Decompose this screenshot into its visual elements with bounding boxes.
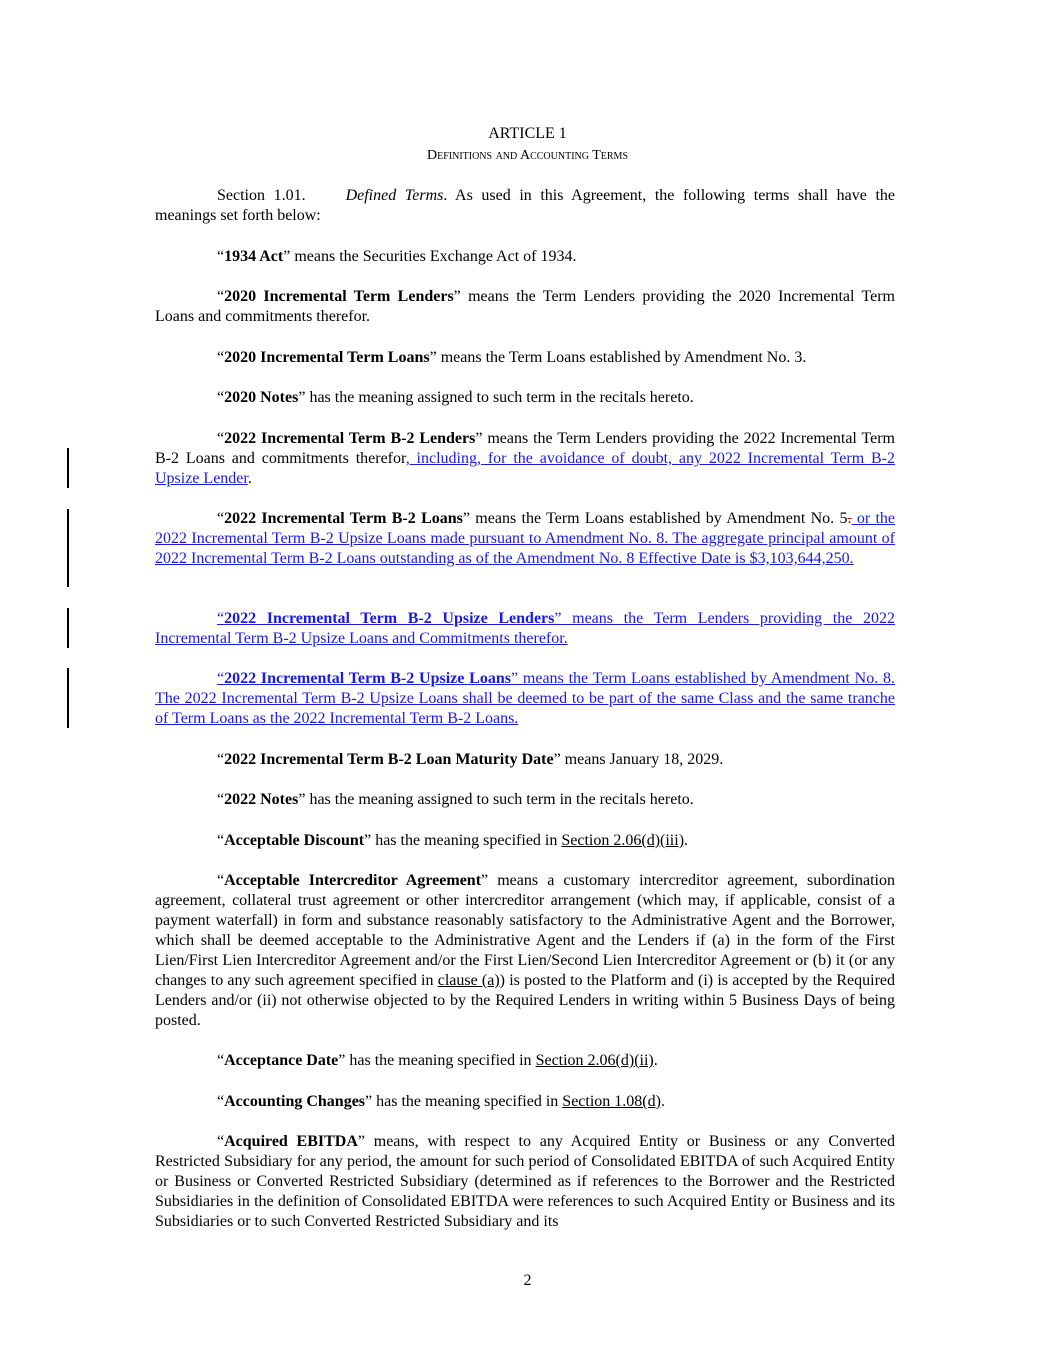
defined-term: Accounting Changes — [224, 1093, 366, 1110]
defined-term: 2022 Incremental Term B-2 Upsize Lenders — [224, 610, 555, 627]
definition-acceptable-intercreditor-agreement: “Acceptable Intercreditor Agreement” means a customary intercreditor agreement, subordination agreement, collateral trust agreement or other intercreditor arrangement (which may, if applicable, consist of a payment waterfall) in form and substance reasonably satisfactory to the Administrative Agent and the Borrower, which shall be deemed acceptable to the Administrative Agent and the Lenders if (a) in the form of the First Lien/First Lien Intercreditor Agreement and/or the First Lien/Second Lien Intercreditor Agreement or (b) it (or any changes to any such agreement specified in clause (a)) is posted to the Platform and (i) is accepted by the Required Lenders and/or (ii) not otherwise objected to by the Required Lenders in writing within 5 Business Days of being posted. — [155, 872, 896, 1029]
defined-term: Acceptable Intercreditor Agreement — [224, 872, 482, 889]
defined-term: 2022 Incremental Term B-2 Lenders — [224, 430, 476, 447]
definition-text: has the meaning specified in — [372, 1093, 563, 1110]
page-number: 2 — [523, 1272, 532, 1289]
defined-term: Acceptable Discount — [224, 832, 365, 849]
change-bar — [67, 448, 69, 488]
inserted-text: , including, for the avoidance of doubt, any 2022 Incremental Term B-2 Upsize Lender — [155, 450, 895, 487]
defined-term: Acceptance Date — [224, 1052, 339, 1069]
section-reference: Section 2.06(d)(ii) — [535, 1052, 654, 1069]
change-bar — [67, 509, 69, 587]
section-reference: Section 2.06(d)(iii) — [561, 832, 685, 849]
definition-1934-act: “1934 Act” means the Securities Exchange Act of 1934. — [217, 248, 577, 265]
section-intro — [155, 186, 895, 226]
definition-text: means the Term Lenders providing the 2022 Incremental Term B-2 Loans and commitments therefor — [155, 430, 896, 467]
definition-text: means the Term Loans established by Amendment No. 3. — [436, 349, 807, 366]
defined-term: 1934 Act — [224, 248, 284, 265]
change-bar — [67, 608, 69, 648]
definition-text: means the Securities Exchange Act of 1934. — [290, 248, 577, 265]
definition-2020-loans: “2020 Incremental Term Loans” means the Term Loans established by Amendment No. 3. — [217, 349, 807, 366]
article-subtitle: Definitions and Accounting Terms — [426, 148, 629, 163]
defined-term: 2020 Incremental Term Lenders — [224, 288, 454, 305]
section-reference: Section 1.08(d) — [562, 1093, 661, 1110]
definition-2020-lenders: “2020 Incremental Term Lenders” means the Term Lenders providing the 2020 Incremental Term Loans and commitments therefor. — [155, 288, 895, 325]
defined-term: 2022 Incremental Term B-2 Upsize Loans — [224, 670, 511, 687]
section-number: Section 1.01. — [217, 187, 306, 204]
deleted-text: . — [847, 510, 852, 527]
defined-term: 2020 Incremental Term Loans — [224, 349, 430, 366]
definition-acceptable-discount: “Acceptable Discount” has the meaning specified in Section 2.06(d)(iii). — [217, 832, 689, 849]
definition-text: has the meaning assigned to such term in the recitals hereto. — [305, 389, 694, 406]
section-title: Defined Terms — [345, 187, 444, 204]
definition-text: means the Term Loans established by Amendment No. 5 — [469, 510, 848, 527]
defined-term: 2022 Incremental Term B-2 Loans — [224, 510, 463, 527]
definition-text: has the meaning assigned to such term in the recitals hereto. — [305, 791, 694, 808]
definition-text: means January 18, 2029. — [560, 751, 724, 768]
definition-text: means the Term Lenders providing the 2022 Incremental Term B-2 Upsize Loans and Commitments therefor. — [155, 610, 895, 647]
definition-2022-lenders: “2022 Incremental Term B-2 Lenders” means the Term Lenders providing the 2022 Incremental Term B-2 Loans and commitments therefor, including, for the avoidance of doubt, any 2022 Incremental Term B-2 Upsize Lender. — [155, 430, 896, 487]
change-bar — [67, 668, 69, 728]
clause-reference: clause (a) — [437, 972, 500, 989]
defined-term: 2022 Incremental Term B-2 Loan Maturity Date — [224, 751, 554, 768]
inserted-text: or the 2022 Incremental Term B-2 Upsize Loans made pursuant to Amendment No. 8. The aggregate principal amount of 2022 Incremental Term B-2 Loans outstanding as of the Amendment No. 8 Effective Date is $3,103,644,250. — [155, 510, 896, 567]
defined-term: 2022 Notes — [224, 791, 299, 808]
defined-term: Acquired EBITDA — [224, 1133, 358, 1150]
definition-text: means the Term Lenders providing the 2020 Incremental Term Loans and commitments therefor. — [155, 288, 895, 325]
definition-2022-loans: “2022 Incremental Term B-2 Loans” means the Term Loans established by Amendment No. 5. or the 2022 Incremental Term B-2 Upsize Loans made pursuant to Amendment No. 8. The aggregate principal amount of 2022 Incremental Term B-2 Loans outstanding as of the Amendment No. 8 Effective Date is $3,103,644,250. — [155, 510, 896, 567]
definition-2022-notes: “2022 Notes” has the meaning assigned to such term in the recitals hereto. — [217, 791, 694, 808]
definition-2020-notes: “2020 Notes” has the meaning assigned to such term in the recitals hereto. — [217, 389, 694, 406]
definition-text: means, with respect to any Acquired Entity or Business or any Converted Restricted Subsidiary for any period, the amount for such period of Consolidated EBITDA of such Acquired Entity or Business or Converted Restricted Subsidiary (determined as if references to the Borrower and the Restricted Subsidiaries in the definition of Consolidated EBITDA were references to such Acquired Entity or Business and its Subsidiaries or to such Converted Restricted Subsidiary and its — [155, 1133, 896, 1230]
definition-2022-upsize-lenders: “2022 Incremental Term B-2 Upsize Lenders” means the Term Lenders providing the 2022 Incremental Term B-2 Upsize Loans and Commitments therefor. — [155, 610, 895, 647]
definition-text: has the meaning specified in — [345, 1052, 536, 1069]
definition-text: means the Term Loans established by Amendment No. 8. The 2022 Incremental Term B-2 Upsize Loans shall be deemed to be part of the same Class and the same tranche of Term Loans as the 2022 Incremental Term B-2 Loans. — [155, 670, 896, 727]
definition-2022-upsize-loans: “2022 Incremental Term B-2 Upsize Loans” means the Term Loans established by Amendment No. 8. The 2022 Incremental Term B-2 Upsize Loans shall be deemed to be part of the same Class and the same tranche of Term Loans as the 2022 Incremental Term B-2 Loans. — [155, 670, 896, 727]
defined-term: 2020 Notes — [224, 389, 299, 406]
section-intro-text: . As used in this Agreement, the following terms shall have the meanings set forth below: — [155, 187, 896, 224]
definition-acceptance-date: “Acceptance Date” has the meaning specified in Section 2.06(d)(ii). — [217, 1052, 658, 1069]
definition-accounting-changes: “Accounting Changes” has the meaning specified in Section 1.08(d). — [217, 1093, 665, 1110]
definition-text: means a customary intercreditor agreement, subordination agreement, collateral trust agreement or other intercreditor arrangement (which may, if applicable, consist of a payment waterfall) in form and substance reasonably satisfactory to the Administrative Agent and the Borrower, which shall be deemed acceptable to the Administrative Agent and the Lenders if (a) in the form of the First Lien/First Lien Intercreditor Agreement and/or the First Lien/Second Lien Intercreditor Agreement or (b) it (or any changes to any such agreement specified in — [155, 872, 895, 989]
article-title: ARTICLE 1 — [488, 125, 567, 142]
definition-2022-maturity-date: “2022 Incremental Term B-2 Loan Maturity Date” means January 18, 2029. — [217, 751, 724, 768]
definition-acquired-ebitda: “Acquired EBITDA” means, with respect to any Acquired Entity or Business or any Converted Restricted Subsidiary for any period, the amount for such period of Consolidated EBITDA of such Acquired Entity or Business or Converted Restricted Subsidiary (determined as if references to the Borrower and the Restricted Subsidiaries in the definition of Consolidated EBITDA were references to such Acquired Entity or Business and its Subsidiaries or to such Converted Restricted Subsidiary and its — [155, 1133, 896, 1230]
definition-text: has the meaning specified in — [371, 832, 562, 849]
